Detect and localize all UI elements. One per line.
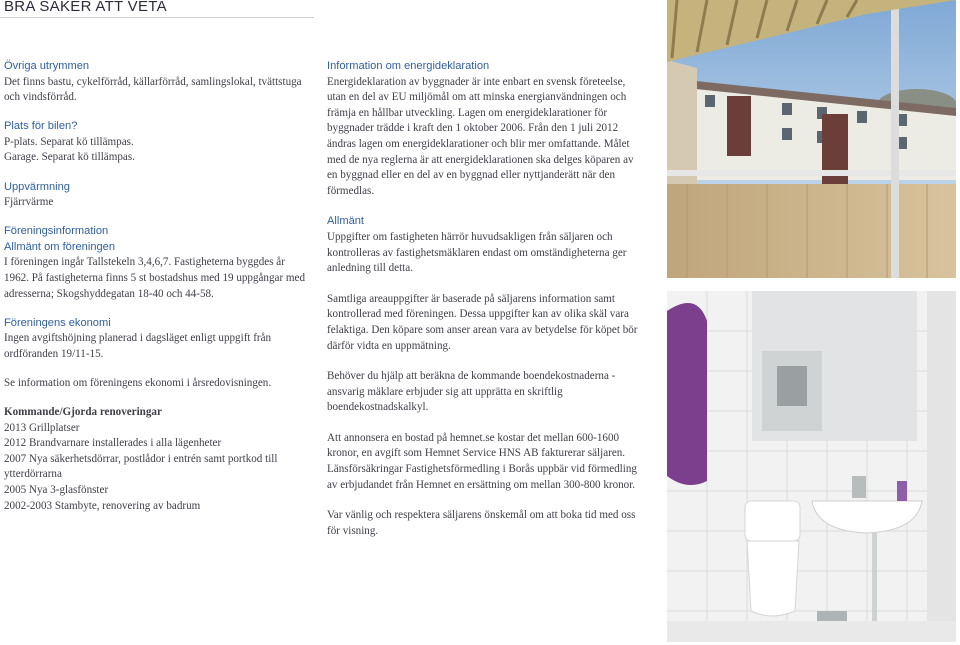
renovation-item: 2005 Nya 3-glasfönster [4, 484, 109, 497]
page-title: BRA SAKER ATT VETA [4, 0, 167, 15]
renovation-item: 2013 Grillplatser [4, 421, 80, 434]
text-areauppgifter: Samtliga areauppgifter är baserade på säljarens information samt kontrollerad med föreningen. Dessa uppgifter kan av olika skäl vara felaktiga. Den köpare som anser arean vara av betydelse för köpet bör därför vidta en uppmätning. [327, 292, 638, 352]
text-allmant: Uppgifter om fastigheten härrör huvudsakligen från säljaren och kontrolleras av fastighetsmäklaren endast om omständigheterna ger anledning till detta. [327, 230, 627, 275]
heading-plats-for-bilen: Plats för bilen? [4, 120, 78, 133]
text-garage: Garage. Separat kö tillämpas. [4, 151, 135, 164]
section-boendekostnad [327, 369, 645, 416]
left-column [4, 59, 310, 528]
heading-uppvarmning: Uppvärmning [4, 180, 70, 193]
text-foreningens-ekonomi: Ingen avgiftshöjning planerad i dagsläget enligt uppgift från ordföranden 19/11-15. [4, 332, 272, 360]
renovation-item: 2012 Brandvarnare installerades i alla lägenheter [4, 437, 222, 450]
title-divider [0, 17, 314, 18]
heading-foreningens-ekonomi: Föreningens ekonomi [4, 316, 111, 329]
text-hemnet: Att annonsera en bostad på hemnet.se kostar det mellan 600-1600 kronor, en avgift som Hemnet Service HNS AB fakturerar säljaren. Länsförsäkringar Fastighetsförmedling i Borås uppbär vid förmedling av erbjudandet från Hemnet en ersättning om mellan 300-800 kronor. [327, 431, 637, 491]
section-ovriga-utrymmen [4, 59, 310, 106]
text-visning: Var vänlig och respektera säljarens önskemål om att boka tid med oss för visning. [327, 509, 636, 537]
text-ovriga-utrymmen: Det finns bastu, cykelförråd, källarförråd, samlingslokal, tvättstuga och vindsförråd. [4, 75, 302, 104]
heading-foreningsinformation: Föreningsinformation [4, 225, 109, 238]
section-renoveringar [4, 405, 310, 514]
bathroom-photo [667, 291, 956, 642]
section-areauppgifter [327, 292, 645, 354]
section-allmant [327, 214, 645, 276]
text-uppvarmning: Fjärrvärme [4, 196, 54, 209]
heading-energideklaration: Information om energideklaration [327, 60, 490, 72]
renovation-item: 2007 Nya säkerhetsdörrar, postlådor i entrén samt portkod till ytterdörrarna [4, 452, 278, 481]
balcony-photo [667, 0, 956, 278]
section-hemnet [327, 431, 645, 493]
text-p-plats: P-plats. Separat kö tillämpas. [4, 135, 134, 148]
text-energideklaration: Energideklaration av byggnader är inte enbart en svensk företeelse, utan en del av EU miljömål om att minska energianvändningen och främja en hållbar utveckling. Lagen om energideklarationer för byggnader trädde i kraft den 1 oktober 2006. Från den 1 juli 2012 ändras lagen om energideklarationer och blir mer omfattande. Målet med de nya reglerna är att energideklarationen ska delges köparen av en byggnad eller en del av en byggnad eller nyttjanderätt när den förmedlas. [327, 75, 634, 197]
renovation-item: 2002-2003 Stambyte, renovering av badrum [4, 499, 201, 512]
section-foreningens-ekonomi [4, 316, 310, 363]
middle-column [327, 59, 645, 553]
text-arsredovisning: Se information om föreningens ekonomi i årsredovisningen. [4, 377, 272, 389]
section-foreningsinformation [4, 224, 310, 302]
heading-renoveringar: Kommande/Gjorda renoveringar [4, 406, 162, 419]
heading-ovriga-utrymmen: Övriga utrymmen [4, 60, 90, 72]
heading-allmant: Allmänt [327, 215, 364, 228]
subheading-allmant-om-foreningen: Allmänt om föreningen [4, 240, 115, 253]
section-visning [327, 508, 645, 539]
text-foreningsinformation: I föreningen ingår Tallstekeln 3,4,6,7. Fastigheterna byggdes år 1962. På fastigheterna finns 5 st bostadshus med 19 uppgångar med adresserna; Skogshyddegatan 18-40 och 44-58. [4, 256, 306, 300]
section-uppvarmning [4, 180, 310, 211]
section-plats-for-bilen [4, 119, 310, 166]
text-boendekostnad: Behöver du hjälp att beräkna de kommande boendekostnaderna - ansvarig mäklare erbjuder sig att upprätta en skriftlig boendekostnadskalkyl. [327, 370, 616, 414]
section-arsredovisning [4, 376, 310, 392]
section-energideklaration [327, 59, 645, 199]
